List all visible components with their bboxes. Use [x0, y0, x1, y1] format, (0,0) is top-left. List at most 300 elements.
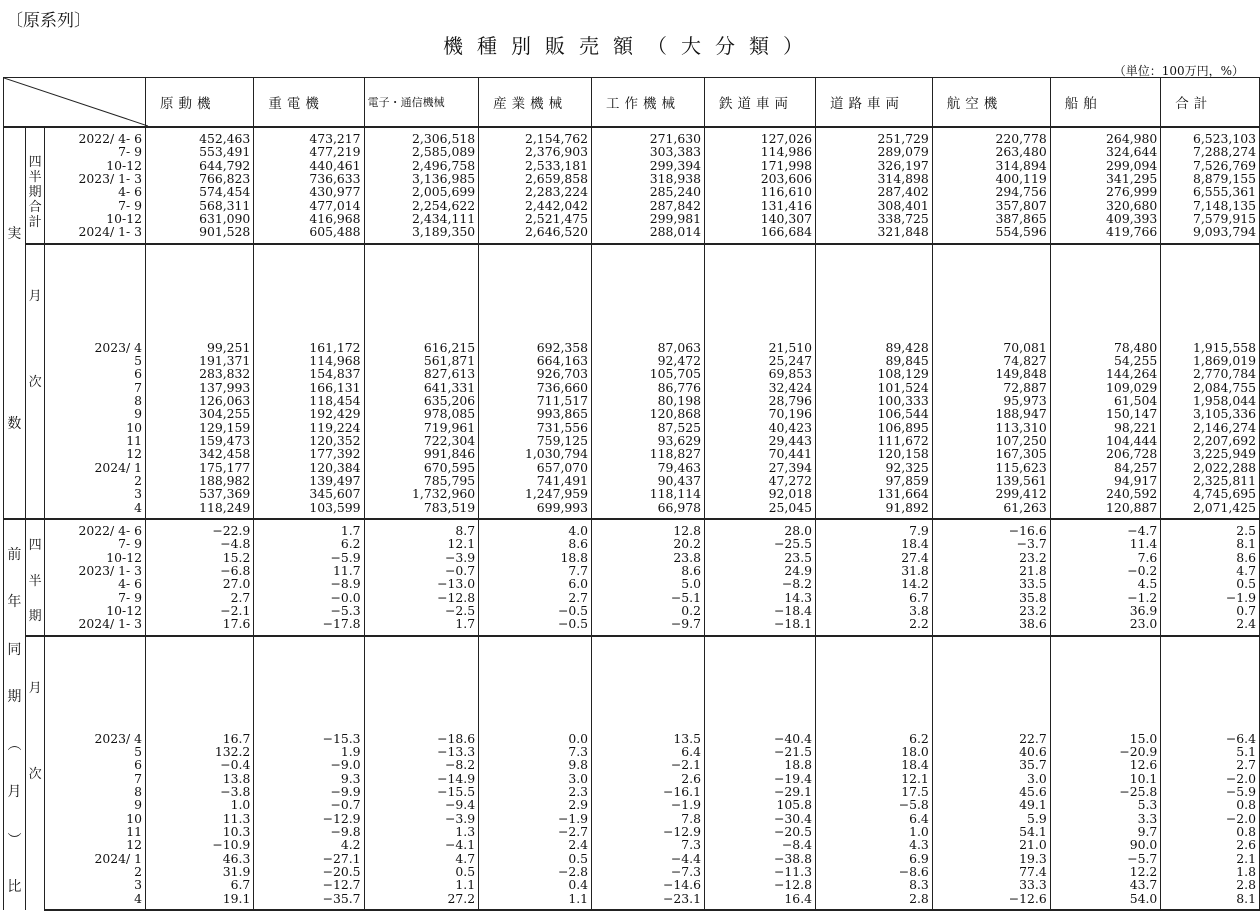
- value-cell: −25.5: [704, 537, 815, 550]
- value-cell: 2.6: [1161, 838, 1260, 851]
- value-cell: −5.7: [1050, 852, 1161, 865]
- value-cell: 308,401: [816, 199, 933, 212]
- row-label: 12: [45, 447, 146, 460]
- table-row: [4, 758, 1260, 771]
- row-label: 10-12: [45, 551, 146, 564]
- value-cell: 27.0: [145, 577, 253, 590]
- value-cell: 635,206: [364, 394, 479, 407]
- value-cell: −0.7: [254, 798, 364, 811]
- value-cell: 92,472: [592, 354, 705, 367]
- value-cell: 901,528: [145, 225, 253, 238]
- value-cell: 692,358: [479, 341, 592, 354]
- value-cell: 3,136,985: [364, 172, 479, 185]
- value-cell: 9.3: [254, 772, 364, 785]
- value-cell: 105,705: [592, 367, 705, 380]
- value-cell: 105.8: [704, 798, 815, 811]
- value-cell: 7,148,135: [1161, 199, 1260, 212]
- side-label-quarterly-sum-char: 半: [28, 169, 42, 185]
- value-cell: 7.3: [592, 838, 705, 851]
- value-cell: 21.8: [932, 564, 1050, 577]
- value-cell: 113,310: [932, 421, 1050, 434]
- value-cell: 100,333: [816, 394, 933, 407]
- table-row: [4, 225, 1260, 238]
- value-cell: 251,729: [816, 132, 933, 145]
- value-cell: 114,986: [704, 145, 815, 158]
- value-cell: −5.9: [254, 551, 364, 564]
- value-cell: 206,728: [1050, 447, 1161, 460]
- value-cell: 2,659,858: [479, 172, 592, 185]
- value-cell: −22.9: [145, 524, 253, 537]
- value-cell: −4.8: [145, 537, 253, 550]
- value-cell: 16.7: [145, 732, 253, 745]
- value-cell: 7.8: [592, 812, 705, 825]
- value-cell: 188,947: [932, 407, 1050, 420]
- value-cell: 2.6: [592, 772, 705, 785]
- value-cell: 6.9: [816, 852, 933, 865]
- side-label-yoy-char: 年: [7, 594, 22, 611]
- value-cell: 77.4: [932, 865, 1050, 878]
- value-cell: −27.1: [254, 852, 364, 865]
- table-row: [4, 407, 1260, 420]
- row-label: 7- 9: [45, 199, 146, 212]
- value-cell: 271,630: [592, 132, 705, 145]
- value-cell: 827,613: [364, 367, 479, 380]
- value-cell: −2.1: [145, 604, 253, 617]
- page-title: 機種別販売額（大分類）: [443, 34, 817, 58]
- value-cell: −2.1: [592, 758, 705, 771]
- row-label: 2024/ 1: [45, 852, 146, 865]
- value-cell: 12.6: [1050, 758, 1161, 771]
- row-label: 6: [45, 758, 146, 771]
- table-row: [4, 159, 1260, 172]
- value-cell: −16.6: [932, 524, 1050, 537]
- value-cell: −0.0: [254, 591, 364, 604]
- value-cell: 114,968: [254, 354, 364, 367]
- value-cell: 6.0: [479, 577, 592, 590]
- side-label-quarterly: [25, 519, 45, 636]
- value-cell: 95,973: [932, 394, 1050, 407]
- value-cell: 1,958,044: [1161, 394, 1260, 407]
- value-cell: 8,879,155: [1161, 172, 1260, 185]
- value-cell: 21.0: [932, 838, 1050, 851]
- value-cell: 6.7: [145, 878, 253, 891]
- row-label: 10: [45, 812, 146, 825]
- value-cell: 2,306,518: [364, 132, 479, 145]
- value-cell: 131,664: [816, 487, 933, 500]
- value-cell: 6.7: [816, 591, 933, 604]
- value-cell: 0.2: [592, 604, 705, 617]
- value-cell: 14.3: [704, 591, 815, 604]
- diagonal-line: [4, 78, 148, 126]
- value-cell: −3.8: [145, 785, 253, 798]
- value-cell: 1.7: [254, 524, 364, 537]
- value-cell: 299,981: [592, 212, 705, 225]
- value-cell: 299,394: [592, 159, 705, 172]
- value-cell: 766,823: [145, 172, 253, 185]
- value-cell: −29.1: [704, 785, 815, 798]
- value-cell: 70,441: [704, 447, 815, 460]
- value-cell: 387,865: [932, 212, 1050, 225]
- value-cell: 2.7: [1161, 758, 1260, 771]
- value-cell: −2.5: [364, 604, 479, 617]
- value-cell: 0.0: [479, 732, 592, 745]
- value-cell: −18.4: [704, 604, 815, 617]
- table-row: [4, 772, 1260, 785]
- value-cell: 561,871: [364, 354, 479, 367]
- value-cell: 2,283,224: [479, 185, 592, 198]
- value-cell: 2,071,425: [1161, 501, 1260, 514]
- value-cell: 785,795: [364, 474, 479, 487]
- table-row: [4, 591, 1260, 604]
- value-cell: 171,998: [704, 159, 815, 172]
- side-label-yoy-char: 前: [7, 546, 22, 563]
- value-cell: 711,517: [479, 394, 592, 407]
- value-cell: 2,442,042: [479, 199, 592, 212]
- value-cell: −14.6: [592, 878, 705, 891]
- value-cell: 93,629: [592, 434, 705, 447]
- row-label: 11: [45, 825, 146, 838]
- value-cell: 120,352: [254, 434, 364, 447]
- value-cell: 978,085: [364, 407, 479, 420]
- value-cell: −8.6: [816, 865, 933, 878]
- value-cell: 7.9: [816, 524, 933, 537]
- side-label-yoy-char: 月: [7, 784, 22, 801]
- col-header-9: 合計: [1161, 78, 1260, 128]
- value-cell: 553,491: [145, 145, 253, 158]
- value-cell: −3.7: [932, 537, 1050, 550]
- value-cell: 731,556: [479, 421, 592, 434]
- value-cell: 132.2: [145, 745, 253, 758]
- value-cell: 2,022,288: [1161, 461, 1260, 474]
- value-cell: −21.5: [704, 745, 815, 758]
- value-cell: 97,859: [816, 474, 933, 487]
- value-cell: 115,623: [932, 461, 1050, 474]
- value-cell: 400,119: [932, 172, 1050, 185]
- col-header-4: 工作機械: [592, 78, 705, 128]
- value-cell: 473,217: [254, 132, 364, 145]
- value-cell: 120,887: [1050, 501, 1161, 514]
- value-cell: 736,660: [479, 381, 592, 394]
- value-cell: −2.0: [1161, 812, 1260, 825]
- table-row: [4, 367, 1260, 380]
- value-cell: 2,084,755: [1161, 381, 1260, 394]
- value-cell: 23.5: [704, 551, 815, 564]
- value-cell: 74,827: [932, 354, 1050, 367]
- value-cell: 24.9: [704, 564, 815, 577]
- pad-row: [4, 244, 1260, 341]
- value-cell: 304,255: [145, 407, 253, 420]
- value-cell: 15.0: [1050, 732, 1161, 745]
- value-cell: 177,392: [254, 447, 364, 460]
- value-cell: 7,526,769: [1161, 159, 1260, 172]
- side-label-yoy-char: ）: [5, 831, 22, 846]
- value-cell: 409,393: [1050, 212, 1161, 225]
- value-cell: 8.6: [1161, 551, 1260, 564]
- col-header-8: 船舶: [1050, 78, 1161, 128]
- value-cell: 40,423: [704, 421, 815, 434]
- value-cell: 2,005,699: [364, 185, 479, 198]
- value-cell: 2.4: [1161, 617, 1260, 630]
- value-cell: −0.2: [1050, 564, 1161, 577]
- value-cell: 92,325: [816, 461, 933, 474]
- side-label-quarterly-sum: [25, 127, 45, 244]
- table-row: [4, 185, 1260, 198]
- value-cell: 993,865: [479, 407, 592, 420]
- side-label-monthly-char: 月: [28, 288, 42, 304]
- value-cell: 40.6: [932, 745, 1050, 758]
- value-cell: 140,307: [704, 212, 815, 225]
- row-label: 4- 6: [45, 185, 146, 198]
- value-cell: 101,524: [816, 381, 933, 394]
- row-label: 7- 9: [45, 591, 146, 604]
- table-row: [4, 461, 1260, 474]
- value-cell: −1.9: [592, 798, 705, 811]
- value-cell: 33.3: [932, 878, 1050, 891]
- col-header-7: 航空機: [932, 78, 1050, 128]
- value-cell: −5.9: [1161, 785, 1260, 798]
- value-cell: 5.9: [932, 812, 1050, 825]
- value-cell: 120,384: [254, 461, 364, 474]
- value-cell: −25.8: [1050, 785, 1161, 798]
- value-cell: 49.1: [932, 798, 1050, 811]
- value-cell: 91,892: [816, 501, 933, 514]
- value-cell: 192,429: [254, 407, 364, 420]
- value-cell: −8.2: [364, 758, 479, 771]
- value-cell: 2,154,762: [479, 132, 592, 145]
- value-cell: 759,125: [479, 434, 592, 447]
- col-header-3: 産業機械: [479, 78, 592, 128]
- value-cell: 4.0: [479, 524, 592, 537]
- value-cell: 139,561: [932, 474, 1050, 487]
- row-label: 7- 9: [45, 145, 146, 158]
- row-label: 6: [45, 367, 146, 380]
- value-cell: 35.8: [932, 591, 1050, 604]
- value-cell: 116,610: [704, 185, 815, 198]
- value-cell: 6.2: [816, 732, 933, 745]
- value-cell: 736,633: [254, 172, 364, 185]
- table-row: [4, 172, 1260, 185]
- value-cell: 8.6: [592, 564, 705, 577]
- value-cell: 90,437: [592, 474, 705, 487]
- table-row: [4, 878, 1260, 891]
- value-cell: 3,189,350: [364, 225, 479, 238]
- value-cell: 166,131: [254, 381, 364, 394]
- table-row: [4, 745, 1260, 758]
- table-row: [4, 474, 1260, 487]
- row-label: 3: [45, 487, 146, 500]
- value-cell: 13.8: [145, 772, 253, 785]
- value-cell: 641,331: [364, 381, 479, 394]
- value-cell: 4.7: [1161, 564, 1260, 577]
- value-cell: 9.8: [479, 758, 592, 771]
- value-cell: 416,968: [254, 212, 364, 225]
- value-cell: 357,807: [932, 199, 1050, 212]
- value-cell: 29,443: [704, 434, 815, 447]
- value-cell: −13.0: [364, 577, 479, 590]
- row-label: 2022/ 4- 6: [45, 132, 146, 145]
- value-cell: 3.0: [932, 772, 1050, 785]
- col-header-6: 道路車両: [816, 78, 933, 128]
- value-cell: 6,555,361: [1161, 185, 1260, 198]
- value-cell: 13.5: [592, 732, 705, 745]
- value-cell: 1,030,794: [479, 447, 592, 460]
- value-cell: 11.3: [145, 812, 253, 825]
- value-cell: 36.9: [1050, 604, 1161, 617]
- value-cell: 9.7: [1050, 825, 1161, 838]
- value-cell: 287,402: [816, 185, 933, 198]
- value-cell: −12.8: [704, 878, 815, 891]
- value-cell: 477,014: [254, 199, 364, 212]
- value-cell: 314,898: [816, 172, 933, 185]
- value-cell: 61,263: [932, 501, 1050, 514]
- value-cell: 7.3: [479, 745, 592, 758]
- value-cell: 21,510: [704, 341, 815, 354]
- table-row: [4, 798, 1260, 811]
- value-cell: 6.2: [254, 537, 364, 550]
- value-cell: 2,325,811: [1161, 474, 1260, 487]
- side-label-yoy-char: 同: [7, 641, 22, 658]
- side-label-yoy-char: 期: [7, 689, 22, 706]
- value-cell: 17.5: [816, 785, 933, 798]
- unit-note: （単位：100万円，%）: [1113, 64, 1244, 78]
- value-cell: −20.9: [1050, 745, 1161, 758]
- value-cell: 31.9: [145, 865, 253, 878]
- value-cell: 20.2: [592, 537, 705, 550]
- value-cell: 6.4: [816, 812, 933, 825]
- value-cell: 2.4: [479, 838, 592, 851]
- side-label-monthly-char: 次: [28, 375, 42, 391]
- value-cell: 537,369: [145, 487, 253, 500]
- value-cell: 103,599: [254, 501, 364, 514]
- value-cell: 605,488: [254, 225, 364, 238]
- value-cell: 341,295: [1050, 172, 1161, 185]
- value-cell: 2.9: [479, 798, 592, 811]
- value-cell: 109,029: [1050, 381, 1161, 394]
- value-cell: 7,288,274: [1161, 145, 1260, 158]
- value-cell: −7.3: [592, 865, 705, 878]
- row-label: 2024/ 1- 3: [45, 225, 146, 238]
- value-cell: −30.4: [704, 812, 815, 825]
- value-cell: −8.4: [704, 838, 815, 851]
- table-row: [4, 394, 1260, 407]
- col-header-2: 電子・通信機械: [364, 78, 479, 128]
- table-row: [4, 212, 1260, 225]
- value-cell: 106,544: [816, 407, 933, 420]
- side-label-quarterly-sum-char: 四: [28, 155, 42, 170]
- value-cell: 299,412: [932, 487, 1050, 500]
- row-label: 4: [45, 501, 146, 514]
- value-cell: 118,454: [254, 394, 364, 407]
- table-row: [4, 381, 1260, 394]
- value-cell: 303,383: [592, 145, 705, 158]
- value-cell: 324,644: [1050, 145, 1161, 158]
- value-cell: −0.4: [145, 758, 253, 771]
- value-cell: 477,219: [254, 145, 364, 158]
- value-cell: −2.7: [479, 825, 592, 838]
- value-cell: −40.4: [704, 732, 815, 745]
- value-cell: 1.0: [145, 798, 253, 811]
- value-cell: 294,756: [932, 185, 1050, 198]
- row-label: 8: [45, 785, 146, 798]
- value-cell: 719,961: [364, 421, 479, 434]
- value-cell: 12.1: [816, 772, 933, 785]
- value-cell: −2.8: [479, 865, 592, 878]
- value-cell: 554,596: [932, 225, 1050, 238]
- value-cell: 283,832: [145, 367, 253, 380]
- value-cell: 92,018: [704, 487, 815, 500]
- value-cell: 137,993: [145, 381, 253, 394]
- value-cell: 2.5: [1161, 524, 1260, 537]
- value-cell: −0.7: [364, 564, 479, 577]
- value-cell: 8.6: [479, 537, 592, 550]
- table-row: [4, 487, 1260, 500]
- value-cell: 90.0: [1050, 838, 1161, 851]
- value-cell: 10.1: [1050, 772, 1161, 785]
- value-cell: 3.3: [1050, 812, 1161, 825]
- value-cell: 220,778: [932, 132, 1050, 145]
- value-cell: 69,853: [704, 367, 815, 380]
- value-cell: 54.0: [1050, 892, 1161, 905]
- value-cell: −9.9: [254, 785, 364, 798]
- value-cell: 70,196: [704, 407, 815, 420]
- value-cell: 722,304: [364, 434, 479, 447]
- value-cell: 166,684: [704, 225, 815, 238]
- row-label: 10: [45, 421, 146, 434]
- side-label-monthly: [25, 244, 45, 519]
- value-cell: 430,977: [254, 185, 364, 198]
- table-row: [4, 524, 1260, 537]
- value-cell: 161,172: [254, 341, 364, 354]
- col-header-1: 重電機: [254, 78, 364, 128]
- table-row: [4, 199, 1260, 212]
- value-cell: 452,463: [145, 132, 253, 145]
- value-cell: 318,938: [592, 172, 705, 185]
- side-label-quarterly-sum-char: 合: [28, 199, 42, 215]
- value-cell: 7,579,915: [1161, 212, 1260, 225]
- value-cell: 2,770,784: [1161, 367, 1260, 380]
- table-row: [4, 852, 1260, 865]
- value-cell: −8.9: [254, 577, 364, 590]
- value-cell: −4.4: [592, 852, 705, 865]
- value-cell: 1.1: [479, 892, 592, 905]
- value-cell: 287,842: [592, 199, 705, 212]
- row-label: 8: [45, 394, 146, 407]
- value-cell: 2,254,622: [364, 199, 479, 212]
- value-cell: −1.9: [1161, 591, 1260, 604]
- value-cell: 440,461: [254, 159, 364, 172]
- value-cell: 12.8: [592, 524, 705, 537]
- row-label: 5: [45, 745, 146, 758]
- value-cell: 19.3: [932, 852, 1050, 865]
- value-cell: 7.6: [1050, 551, 1161, 564]
- value-cell: 16.4: [704, 892, 815, 905]
- value-cell: 3.0: [479, 772, 592, 785]
- value-cell: −9.8: [254, 825, 364, 838]
- value-cell: 18.0: [816, 745, 933, 758]
- sales-table: [3, 77, 1260, 911]
- value-cell: 191,371: [145, 354, 253, 367]
- value-cell: 783,519: [364, 501, 479, 514]
- value-cell: −15.5: [364, 785, 479, 798]
- value-cell: 9,093,794: [1161, 225, 1260, 238]
- value-cell: 23.2: [932, 604, 1050, 617]
- value-cell: 43.7: [1050, 878, 1161, 891]
- value-cell: −6.8: [145, 564, 253, 577]
- value-cell: 126,063: [145, 394, 253, 407]
- value-cell: 15.2: [145, 551, 253, 564]
- value-cell: 326,197: [816, 159, 933, 172]
- side-label-monthly-char: 月: [28, 680, 42, 696]
